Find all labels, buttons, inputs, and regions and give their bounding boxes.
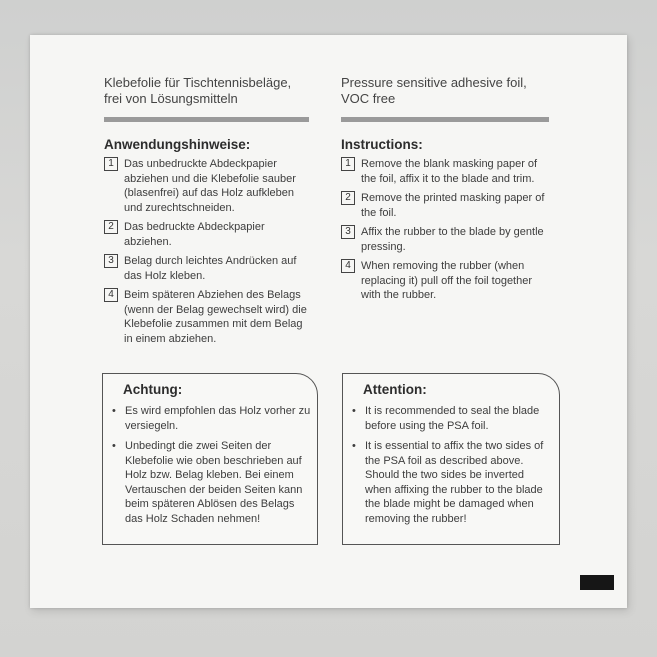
step-text: Das bedruckte Abdeckpapier abziehen. (124, 221, 265, 248)
step-text: When removing the rubber (when replacing it) pull off the foil together with the rubber. (361, 260, 533, 301)
step-number: 2 (341, 191, 355, 205)
step-text: Das unbedruckte Abdeckpapier abziehen und die Klebefolie sauber (blasenfrei) auf das Holz aufkleben und zurechtschneiden. (124, 158, 296, 214)
english-warning-box (342, 373, 560, 545)
german-steps-list (104, 157, 312, 351)
german-heading: Anwendungshinweise: (104, 137, 251, 152)
step-text: Remove the printed masking paper of the foil. (361, 192, 545, 219)
bullet-text: It is recommended to seal the blade before using the PSA foil. (365, 405, 540, 432)
warning-bullet (351, 439, 553, 526)
german-title (104, 75, 291, 107)
step-text: Beim späteren Abziehen des Belags (wenn der Belag gewechselt wird) die Klebefolie zusammen mit dem Belag in einem abziehen. (124, 289, 307, 345)
step-text: Affix the rubber to the blade by gentle pressing. (361, 226, 544, 253)
german-step (104, 220, 312, 249)
german-warning-list (111, 404, 311, 532)
english-title-rule (341, 117, 549, 122)
german-title-rule (104, 117, 309, 122)
english-step (341, 225, 553, 254)
english-step (341, 157, 553, 186)
step-text: Belag durch leichtes Andrücken auf das Holz kleben. (124, 255, 297, 282)
english-title-line2: VOC free (341, 91, 396, 106)
step-number: 1 (104, 157, 118, 171)
german-title-line2: frei von Lösungsmitteln (104, 91, 238, 106)
german-warning-box (102, 373, 318, 545)
german-title-line1: Klebefolie für Tischtennisbeläge, (104, 75, 292, 90)
bullet-dot-icon: • (352, 440, 356, 452)
warning-bullet (111, 439, 311, 526)
english-warning-title: Attention: (363, 382, 427, 397)
bullet-dot-icon: • (112, 440, 116, 452)
step-number: 4 (341, 259, 355, 273)
step-number: 3 (104, 254, 118, 268)
english-title (341, 75, 527, 107)
english-heading: Instructions: (341, 137, 423, 152)
german-warning-title: Achtung: (123, 382, 183, 397)
bullet-text: Unbedingt die zwei Seiten der Klebefolie wie oben beschrieben auf Holz bzw. Belag kleben. Bei einem Vertauschen der beiden Seiten kann beim späteren Ablösen des Belags das Holz Schaden nehmen! (125, 440, 303, 525)
step-number: 2 (104, 220, 118, 234)
warning-bullet (111, 404, 311, 433)
step-number: 4 (104, 288, 118, 302)
step-number: 1 (341, 157, 355, 171)
warning-bullet (351, 404, 553, 433)
german-step (104, 254, 312, 283)
english-step (341, 259, 553, 303)
bullet-text: Es wird empfohlen das Holz vorher zu versiegeln. (125, 405, 311, 432)
bullet-text: It is essential to affix the two sides of the PSA foil as described above. Should the two sides be inverted when affixing the rubber to the blade the blade might be damaged when removing the rubber! (365, 440, 544, 525)
bullet-dot-icon: • (352, 405, 356, 417)
bullet-dot-icon: • (112, 405, 116, 417)
german-step (104, 288, 312, 346)
english-step (341, 191, 553, 220)
english-warning-list (351, 404, 553, 532)
instruction-sheet (30, 35, 627, 608)
step-text: Remove the blank masking paper of the foil, affix it to the blade and trim. (361, 158, 538, 185)
english-steps-list (341, 157, 553, 308)
german-step (104, 157, 312, 215)
barcode-mark (580, 575, 614, 590)
english-title-line1: Pressure sensitive adhesive foil, (341, 75, 527, 90)
step-number: 3 (341, 225, 355, 239)
